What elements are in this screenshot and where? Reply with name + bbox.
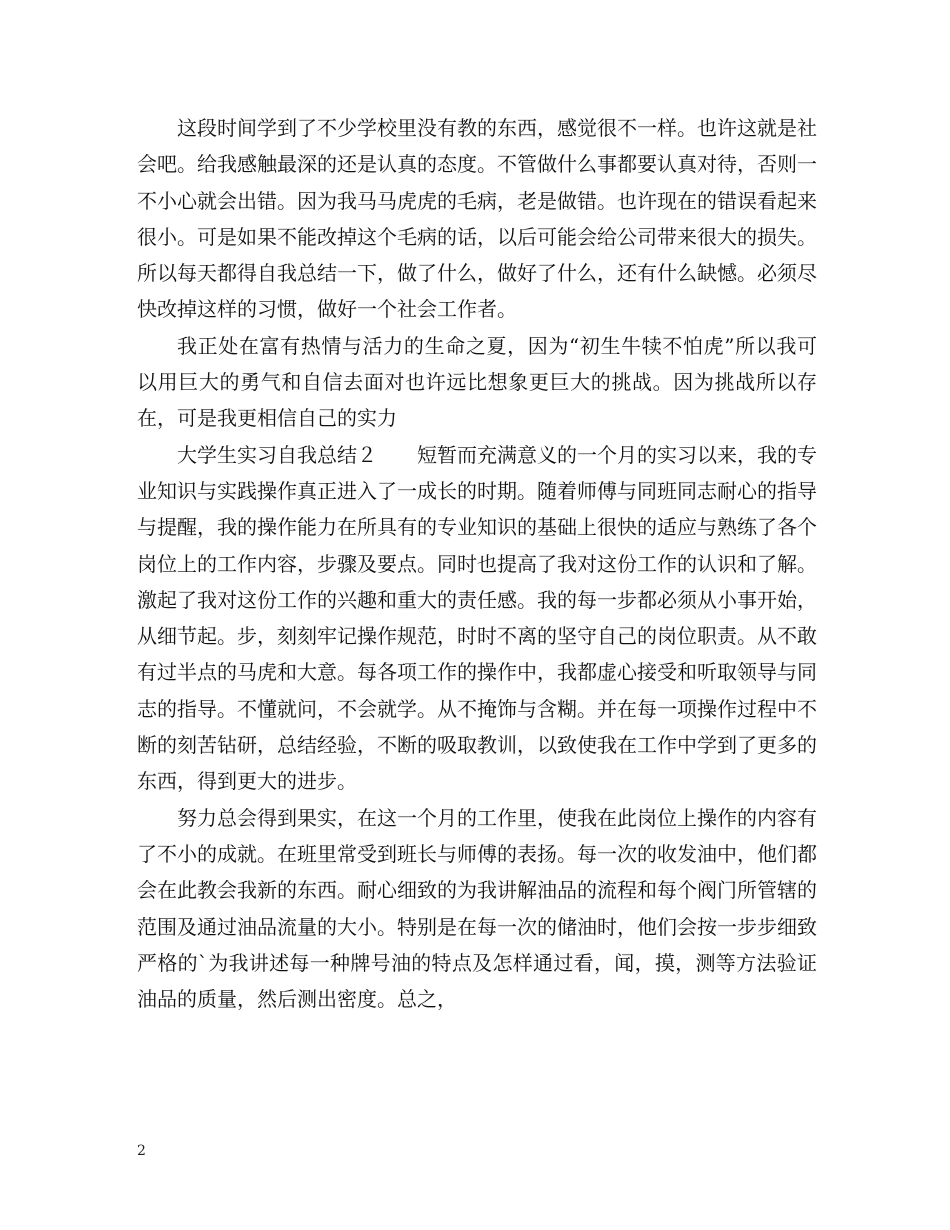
paragraph-2: 我正处在富有热情与活力的生命之夏，因为“初生牛犊不怕虎”所以我可以用巨大的勇气和自信去面对也许远比想象更巨大的挑战。因为挑战所以存在，可是我更相信自己的实力 <box>137 333 817 431</box>
paragraph-3: 大学生实习自我总结２ 短暂而充满意义的一个月的实习以来，我的专业知识与实践操作真正进入了一成长的时期。随着师傅与同班同志耐心的指导与提醒，我的操作能力在所具有的专业知识的基础上很快的适应与熟练了各个岗位上的工作内容，步骤及要点。同时也提高了我对这份工作的认识和了解。激起了我对这份工作的兴趣和重大的责任感。我的每一步都必须从小事开始，从细节起。步，刻刻牢记操作规范，时时不离的坚守自己的岗位职责。从不敢有过半点的马虎和大意。每各项工作的操作中，我都虚心接受和听取领导与同志的指导。不懂就问，不会就学。从不掩饰与含糊。并在每一项操作过程中不断的刻苦钻研，总结经验，不断的吸取教训，以致使我在工作中学到了更多的东西，得到更大的进步。 <box>137 442 817 794</box>
page-number: 2 <box>137 1143 146 1159</box>
paragraph-4: 努力总会得到果实，在这一个月的工作里，使我在此岗位上操作的内容有了不小的成就。在班里常受到班长与师傅的表扬。每一次的收发油中，他们都会在此教会我新的东西。耐心细致的为我讲解油品的流程和每个阀门所管辖的范围及通过油品流量的大小。特别是在每一次的储油时，他们会按一步步细致严格的`为我讲述每一种牌号油的特点及怎样通过看，闻，摸，测等方法验证油品的质量，然后测出密度。总之， <box>137 805 817 1012</box>
document-body <box>137 110 817 1017</box>
paragraph-1: 这段时间学到了不少学校里没有教的东西，感觉很不一样。也许这就是社会吧。给我感触最深的还是认真的态度。不管做什么事都要认真对待，否则一不小心就会出错。因为我马马虎虎的毛病，老是做错。也许现在的错误看起来很小。可是如果不能改掉这个毛病的话，以后可能会给公司带来很大的损失。所以每天都得自我总结一下，做了什么，做好了什么，还有什么缺憾。必须尽快改掉这样的习惯，做好一个社会工作者。 <box>137 116 817 322</box>
